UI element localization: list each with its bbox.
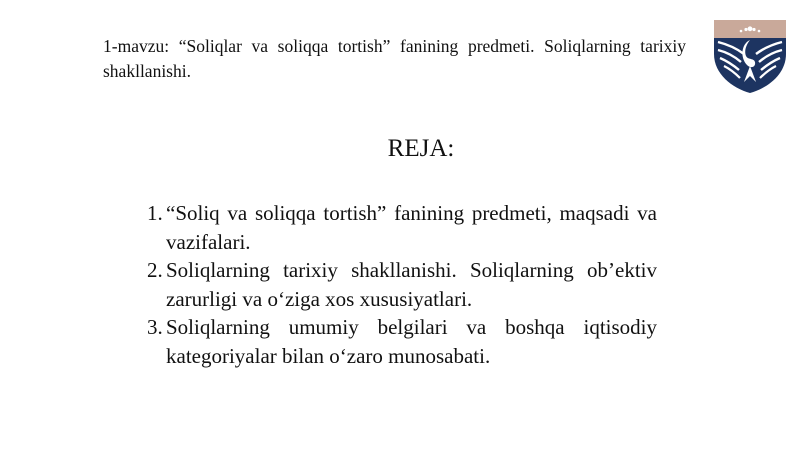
plan-item-1 — [147, 199, 657, 256]
eagle-shield-logo — [710, 16, 790, 94]
plan-item-text: Soliqlarning umumiy belgilari va boshqa iqtisodiy kategoriyalar bilan o‘zaro munosabati. — [166, 315, 657, 368]
plan-item-number: 3. — [147, 315, 163, 339]
topic-title: 1-mavzu: “Soliqlar va soliqqa tortish” fanining predmeti. Soliqlarning tarixiy shakllanishi. — [103, 36, 686, 81]
plan-item-text: Soliqlarning tarixiy shakllanishi. Soliqlarning ob’ektiv zarurligi va o‘ziga xos xususiyatlari. — [166, 258, 657, 311]
plan-list — [147, 199, 657, 370]
plan-item-number: 2. — [147, 258, 163, 282]
eagle-logo-icon — [710, 16, 790, 94]
plan-item-text: “Soliq va soliqqa tortish” fanining predmeti, maqsadi va vazifalari. — [166, 201, 657, 254]
plan-item-2 — [147, 256, 657, 313]
plan-item-3 — [147, 313, 657, 370]
plan-item-number: 1. — [147, 201, 163, 225]
plan-heading: REJA: — [387, 135, 455, 162]
